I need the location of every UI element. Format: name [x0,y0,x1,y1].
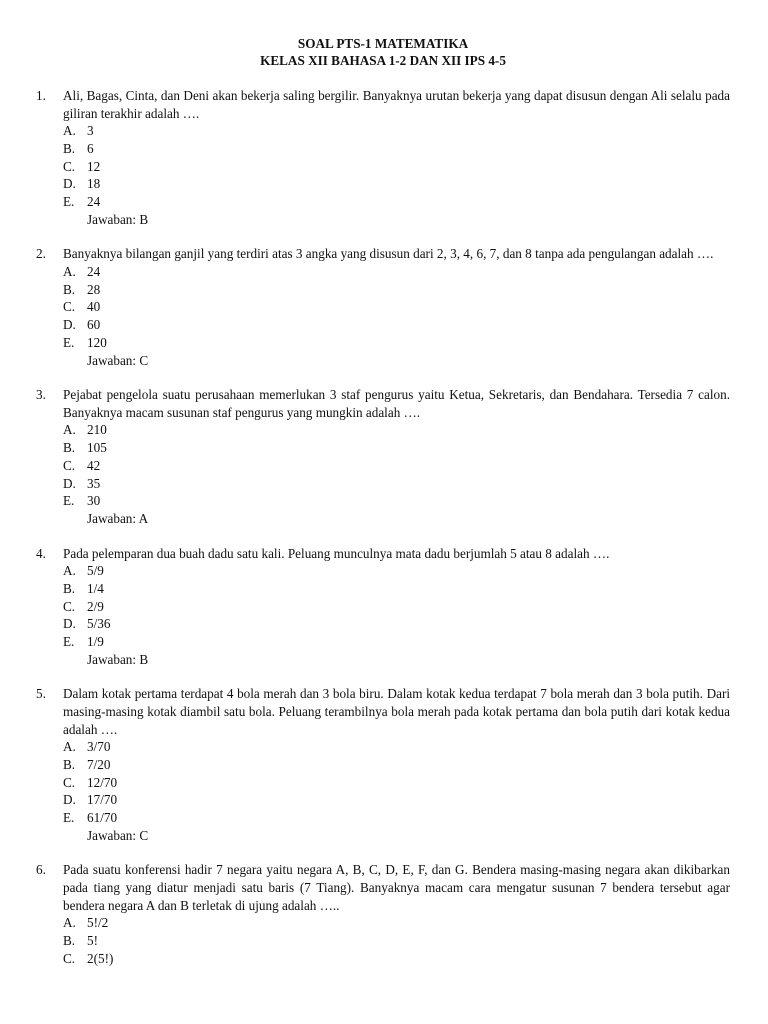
option-value: 3 [87,123,94,139]
option-letter: E. [63,493,75,509]
option-list [63,122,730,211]
option-value: 18 [87,176,101,192]
option-value: 210 [87,422,107,438]
option-value: 1/9 [87,634,104,650]
answer-key: Jawaban: C [87,827,149,843]
question-3 [36,386,730,527]
option-item [63,738,730,756]
option-item [63,809,730,827]
option-item [63,175,730,193]
option-letter: B. [63,140,76,156]
option-list [63,914,730,967]
option-letter: D. [63,176,76,192]
option-value: 61/70 [87,810,118,826]
option-item [63,334,730,352]
option-item [63,950,730,968]
option-letter: D. [63,616,76,632]
question-text: Pejabat pengelola suatu perusahaan memerlukan 3 staf pengurus yaitu Ketua, Sekretaris, dan Bendahara. Tersedia 7 calon. Banyaknya macam susunan staf pengurus yang mungkin adalah …. [63,387,730,420]
option-value: 28 [87,281,101,297]
question-text: Ali, Bagas, Cinta, dan Deni akan bekerja saling bergilir. Banyaknya urutan bekerja yang dapat disusun dengan Ali selalu pada giliran terakhir adalah …. [63,88,730,121]
question-row [36,245,730,263]
answer-key: Jawaban: B [87,211,149,227]
option-letter: D. [63,475,76,491]
option-item [63,316,730,334]
option-value: 6 [87,140,94,156]
option-item [63,791,730,809]
option-letter: B. [63,281,76,297]
option-letter: B. [63,580,76,596]
question-1 [36,87,730,228]
question-row [36,87,730,122]
option-item [63,281,730,299]
option-letter: B. [63,756,76,772]
answer-key: Jawaban: A [87,510,149,526]
option-item [63,421,730,439]
option-letter: A. [63,264,76,279]
option-letter: C. [63,299,76,315]
question-5 [36,685,730,844]
question-6 [36,861,730,967]
option-letter: A. [63,915,76,931]
option-item [63,298,730,316]
document-header [36,35,730,69]
option-letter: D. [63,317,76,333]
option-value: 17/70 [87,792,118,808]
option-value: 12 [87,158,101,174]
question-text: Pada suatu konferensi hadir 7 negara yaitu negara A, B, C, D, E, F, dan G. Bendera masing-masing negara akan dikibarkan pada tiang yang diatur menjadi satu baris (7 Tiang). Banyaknya macam cara mengatur susunan 7 bendera tersebut agar bendera negara A dan B terletak di ujung adalah ….. [63,862,730,913]
option-value: 3/70 [87,739,111,755]
option-value: 5/36 [87,616,111,632]
option-item [63,193,730,211]
option-letter: E. [63,634,75,650]
question-row [36,861,730,914]
question-number: 2. [36,246,46,262]
document-title: SOAL PTS-1 MATEMATIKA [297,36,469,51]
option-value: 5/9 [87,563,104,579]
question-number: 4. [36,545,46,561]
option-value: 2(5!) [87,950,114,966]
option-item [63,580,730,598]
question-text: Banyaknya bilangan ganjil yang terdiri atas 3 angka yang disusun dari 2, 3, 4, 6, 7, dan 8 tanpa ada pengulangan adalah …. [63,246,714,262]
option-list [63,562,730,651]
option-item [63,615,730,633]
option-letter: A. [63,739,76,755]
option-letter: B. [63,932,76,948]
option-item [63,756,730,774]
option-value: 12/70 [87,774,118,790]
option-value: 7/20 [87,756,111,772]
option-letter: C. [63,950,76,966]
option-letter: E. [63,334,75,350]
question-2 [36,245,730,369]
option-letter: D. [63,792,76,808]
question-4 [36,545,730,669]
question-text: Dalam kotak pertama terdapat 4 bola merah dan 3 bola biru. Dalam kotak kedua terdapat 7 bola merah dan 3 bola putih. Dari masing-masing kotak diambil satu bola. Peluang terambilnya bola merah pada kotak pertama dan bola putih dari kotak kedua adalah …. [63,686,730,737]
option-letter: C. [63,457,76,473]
option-value: 5! [87,932,98,948]
answer-key: Jawaban: C [87,352,149,368]
question-number: 3. [36,387,46,403]
question-text: Pada pelemparan dua buah dadu satu kali. Peluang munculnya mata dadu berjumlah 5 atau 8 adalah …. [63,545,610,561]
option-value: 5!/2 [87,915,109,931]
option-value: 2/9 [87,598,104,614]
option-value: 1/4 [87,580,104,596]
option-item [63,439,730,457]
document-subtitle: KELAS XII BAHASA 1-2 DAN XII IPS 4-5 [260,53,506,68]
option-value: 60 [87,317,101,333]
option-value: 40 [87,299,101,315]
option-item [63,122,730,140]
option-item [63,774,730,792]
option-letter: A. [63,563,76,579]
option-item [63,914,730,932]
option-item [63,562,730,580]
option-item [63,598,730,616]
question-number: 1. [36,88,46,103]
option-letter: B. [63,440,76,456]
option-item [63,475,730,493]
answer-key: Jawaban: B [87,651,149,667]
option-value: 24 [87,264,101,279]
option-item [63,457,730,475]
option-value: 120 [87,334,107,350]
option-value: 105 [87,440,107,456]
option-letter: C. [63,158,76,174]
option-letter: C. [63,774,76,790]
option-value: 30 [87,493,101,509]
option-value: 24 [87,194,101,209]
option-letter: E. [63,194,75,209]
option-item [63,140,730,158]
option-list [63,738,730,827]
option-value: 42 [87,457,101,473]
option-item [63,932,730,950]
question-number: 5. [36,686,46,702]
option-item [63,633,730,651]
option-letter: C. [63,598,76,614]
option-value: 35 [87,475,101,491]
question-number: 6. [36,862,46,878]
option-letter: A. [63,422,76,438]
question-row [36,545,730,563]
option-list [63,421,730,510]
option-item [63,492,730,510]
option-letter: A. [63,123,76,139]
option-item [63,158,730,176]
option-letter: E. [63,810,75,826]
question-list [36,87,730,967]
question-row [36,386,730,421]
question-row [36,685,730,738]
option-item [63,263,730,281]
option-list [63,263,730,352]
